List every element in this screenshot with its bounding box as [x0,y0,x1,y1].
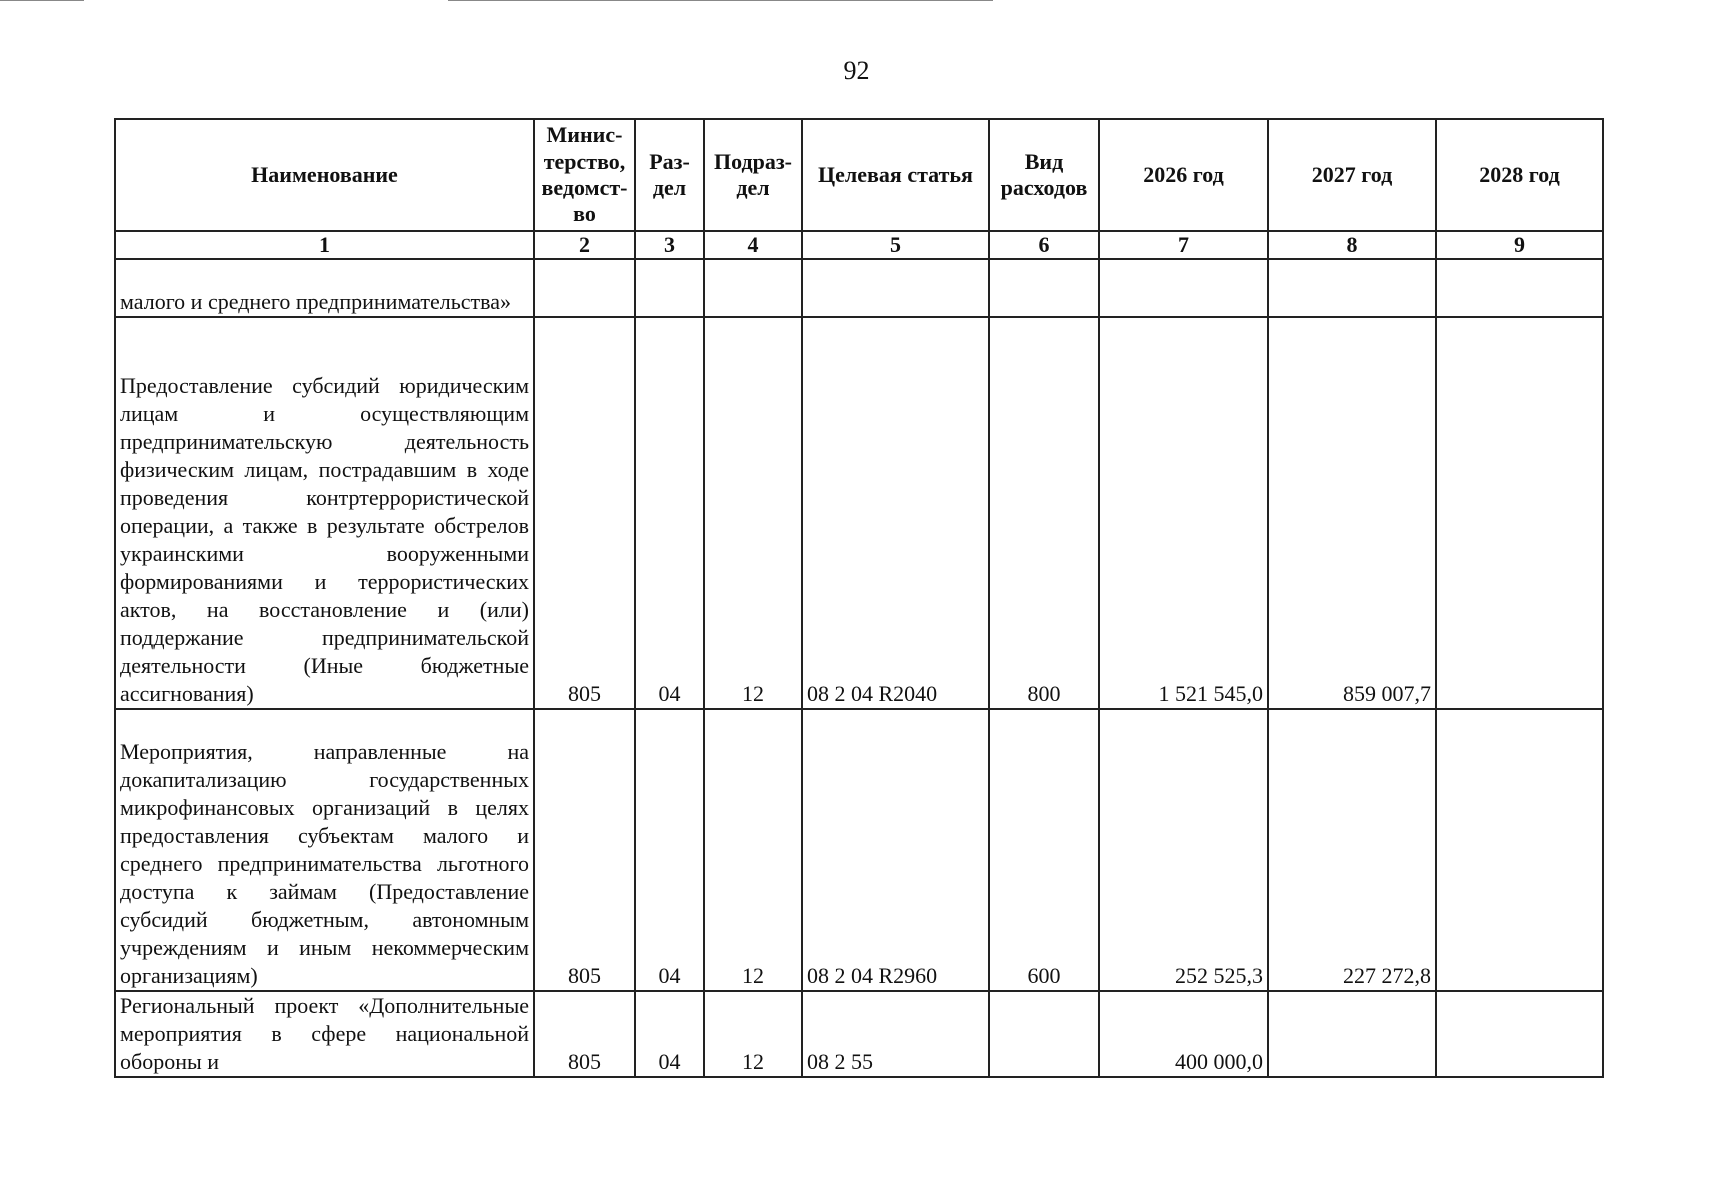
column-header-expense-type: Вид расходов [989,119,1099,231]
column-number: 8 [1268,231,1436,259]
column-header-2028: 2028 год [1436,119,1603,231]
budget-table [114,118,1604,1078]
column-number: 5 [802,231,989,259]
row-name: Предоставление субсидий юридическим лицам и осуществляющим предпринимательскую деятельность физическим лицам, пострадавшим в ходе проведения контртеррористической операции, а также в результате обстрелов украинскими вооруженными формированиями и террористических актов, на восстановление и (или) поддержание предпринимательской деятельности (Иные бюджетные ассигнования) [115,317,534,709]
row-expense-type [989,991,1099,1077]
row-target: 08 2 04 R2040 [802,317,989,709]
row-expense-type: 600 [989,709,1099,991]
row-name: Региональный проект «Дополнительные мероприятия в сфере национальной обороны и [115,991,534,1077]
row-subsection: 12 [704,709,802,991]
row-target: 08 2 04 R2960 [802,709,989,991]
column-number: 6 [989,231,1099,259]
row-2027 [1268,991,1436,1077]
row-ministry: 805 [534,709,635,991]
scan-edge-line [448,0,993,1]
row-subsection: 12 [704,991,802,1077]
table-row [115,991,1603,1077]
table-row [115,259,1603,317]
row-2026 [1099,259,1268,317]
row-2028 [1436,709,1603,991]
table-header-row [115,119,1603,231]
column-header-2026: 2026 год [1099,119,1268,231]
column-header-target: Целевая статья [802,119,989,231]
column-number: 9 [1436,231,1603,259]
column-number-row [115,231,1603,259]
row-subsection: 12 [704,317,802,709]
column-number: 7 [1099,231,1268,259]
scan-edge-line [0,0,84,1]
row-2026: 400 000,0 [1099,991,1268,1077]
row-section [635,259,704,317]
column-number: 4 [704,231,802,259]
page-number: 92 [843,56,870,85]
row-target: 08 2 55 [802,991,989,1077]
row-ministry: 805 [534,991,635,1077]
row-2027: 859 007,7 [1268,317,1436,709]
row-target [802,259,989,317]
row-2028 [1436,991,1603,1077]
column-header-subsection: Подраз-дел [704,119,802,231]
column-number: 1 [115,231,534,259]
column-header-section: Раз-дел [635,119,704,231]
table-row [115,317,1603,709]
row-2028 [1436,317,1603,709]
row-section: 04 [635,991,704,1077]
row-2028 [1436,259,1603,317]
row-2026: 1 521 545,0 [1099,317,1268,709]
row-ministry: 805 [534,317,635,709]
row-ministry [534,259,635,317]
row-2026: 252 525,3 [1099,709,1268,991]
row-section: 04 [635,317,704,709]
row-name: Мероприятия, направленные на докапитализацию государственных микрофинансовых организаций в целях предоставления субъектам малого и среднего предпринимательства льготного доступа к займам (Предоставление субсидий бюджетным, автономным учреждениям и иным некоммерческим организациям) [115,709,534,991]
column-number: 2 [534,231,635,259]
row-2027: 227 272,8 [1268,709,1436,991]
column-header-ministry: Минис-терство, ведомст-во [534,119,635,231]
row-section: 04 [635,709,704,991]
row-expense-type: 800 [989,317,1099,709]
row-2027 [1268,259,1436,317]
row-subsection [704,259,802,317]
column-header-2027: 2027 год [1268,119,1436,231]
table-row [115,709,1603,991]
column-number: 3 [635,231,704,259]
column-header-name: Наименование [115,119,534,231]
row-name: малого и среднего предпринимательства» [115,259,534,317]
row-expense-type [989,259,1099,317]
